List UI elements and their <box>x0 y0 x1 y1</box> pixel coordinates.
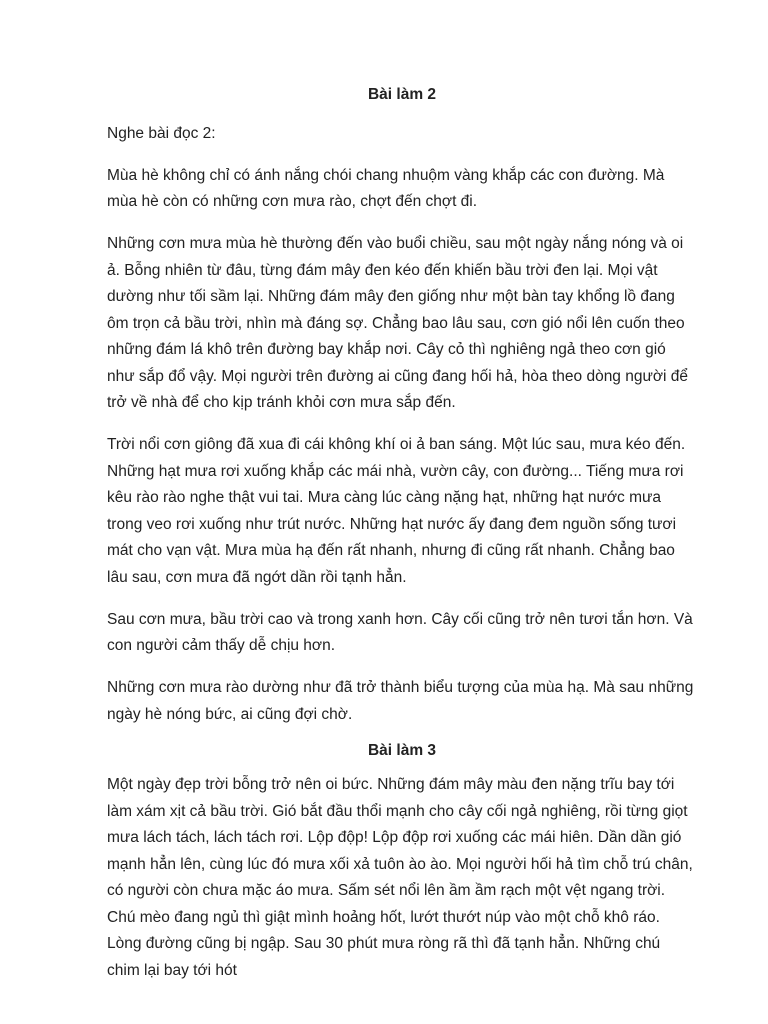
paragraph: Sau cơn mưa, bầu trời cao và trong xanh hơn. Cây cối cũng trở nên tươi tắn hơn. Và con người cảm thấy dễ chịu hơn. <box>107 610 693 654</box>
paragraph: Những cơn mưa mùa hè thường đến vào buổi chiều, sau một ngày nắng nóng và oi ả. Bỗng nhiên từ đâu, từng đám mây đen kéo đến khiến bầu trời đen lại. Mọi vật dường như tối sầm lại. Những đám mây đen giống như một bàn tay khổng lồ đang ôm trọn cả bầu trời, nhìn mà đáng sợ. Chẳng bao lâu sau, cơn gió nổi lên cuốn theo những đám lá khô trên đường bay khắp nơi. Cây cỏ thì nghiêng ngả theo cơn gió như sắp đổ vậy. Mọi người trên đường ai cũng đang hối hả, hòa theo dòng người để trở về nhà để cho kịp tránh khỏi cơn mưa sắp đến. <box>107 235 689 411</box>
paragraph: Mùa hè không chỉ có ánh nắng chói chang nhuộm vàng khắp các con đường. Mà mùa hè còn có những cơn mưa rào, chợt đến chợt đi. <box>107 166 665 210</box>
paragraph: Một ngày đẹp trời bỗng trở nên oi bức. Những đám mây màu đen nặng trĩu bay tới làm xám xịt cả bầu trời. Gió bắt đầu thổi mạnh cho cây cối ngả nghiêng, rồi từng giọt mưa lách tách, lách tách rơi. Lộp độp! Lộp độp rơi xuống các mái hiên. Dần dần gió mạnh hẳn lên, cùng lúc đó mưa xối xả tuôn ào ào. Mọi người hối hả tìm chỗ trú chân, có người còn chưa mặc áo mưa. Sấm sét nổi lên ầm ầm rạch một vệt ngang trời. Chú mèo đang ngủ thì giật mình hoảng hốt, lướt thướt núp vào một chỗ khô ráo. Lòng đường cũng bị ngập. Sau 30 phút mưa ròng rã thì đã tạnh hẳn. Những chú chim lại bay tới hót <box>107 776 693 979</box>
document-body <box>107 82 697 1000</box>
paragraph: Những cơn mưa rào dường như đã trở thành biểu tượng của mùa hạ. Mà sau những ngày hè nóng bức, ai cũng đợi chờ. <box>107 679 694 723</box>
section-heading-bai-lam-2: Bài làm 2 <box>367 86 437 103</box>
paragraph: Trời nổi cơn giông đã xua đi cái không khí oi ả ban sáng. Một lúc sau, mưa kéo đến. Những hạt mưa rơi xuống khắp các mái nhà, vườn cây, con đường... Tiếng mưa rơi kêu rào rào nghe thật vui tai. Mưa càng lúc càng nặng hạt, những hạt nước mưa trong veo rơi xuống như trút nước. Những hạt nước ấy đang đem nguồn sống tươi mát cho vạn vật. Mưa mùa hạ đến rất nhanh, nhưng đi cũng rất nhanh. Chẳng bao lâu sau, cơn mưa đã ngớt dần rồi tạnh hẳn. <box>107 436 686 586</box>
section-heading-bai-lam-3: Bài làm 3 <box>367 741 437 759</box>
intro-line: Nghe bài đọc 2: <box>107 124 216 142</box>
